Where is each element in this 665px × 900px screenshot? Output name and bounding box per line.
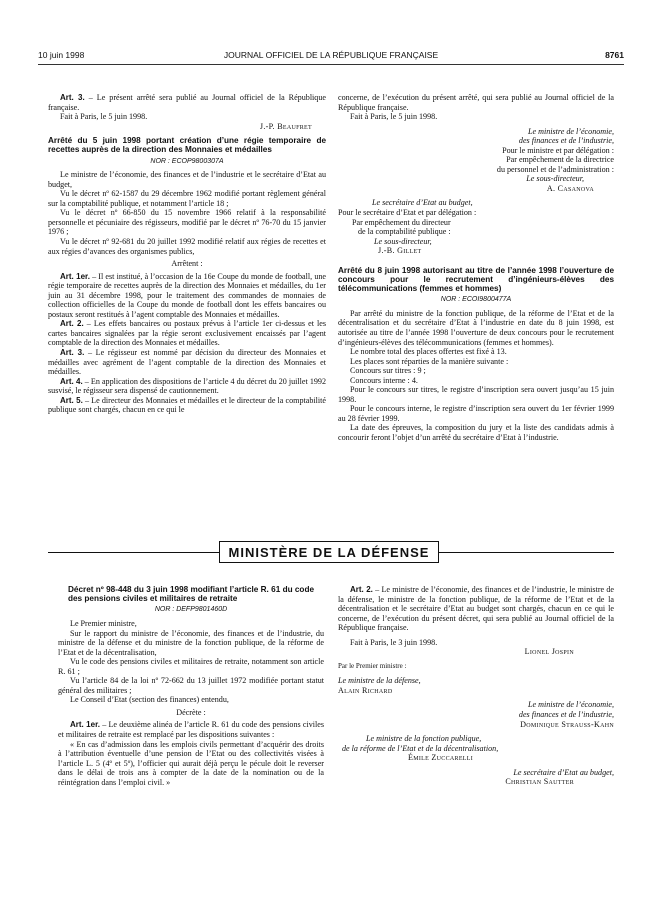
- decrete: Décrète :: [176, 707, 206, 717]
- nor-reference: NOR : ECOP9800307A: [150, 157, 224, 165]
- sig-economie: Le ministre de l’économie,: [527, 700, 614, 710]
- arretent: Arrêtent :: [171, 259, 203, 269]
- sig-line: Pour le ministre et par délégation :: [502, 145, 614, 155]
- paragraph: Pour le concours interne, le registre d’inscription sera ouvert du 1er février 1999 au 28 février 1999.: [338, 404, 614, 423]
- sig-line: Par empêchement du directeur: [352, 217, 451, 227]
- fait-a-paris-2: Fait à Paris, le 5 juin 1998.: [350, 112, 438, 122]
- visa-decret-1966: Vu le décret nº 66-850 du 15 novembre 1966 relatif à la responsabilité personnelle et pécuniaire des régisseurs, modifié par le décret nº 76-70 du 15 janvier 1976 ;: [48, 208, 326, 237]
- nor-reference-3: NOR : DEFP9801460D: [154, 606, 228, 614]
- sig-line: Le sous-directeur,: [374, 236, 432, 246]
- article-1-decret: Art. 1er. – Le deuxième alinéa de l’article R. 61 du code des pensions civiles et militaires de retraite est remplacé par les dispositions suivantes :: [58, 720, 324, 739]
- journal-title: JOURNAL OFFICIEL DE LA RÉPUBLIQUE FRANÇAISE: [223, 50, 439, 60]
- article-3: Art. 3. – Le présent arrêté sera publié au Journal officiel de la République française.: [48, 93, 326, 112]
- signature-richard: Alain Richard: [338, 685, 393, 695]
- paragraph: Vu le code des pensions civiles et militaires de retraite, notamment son article R. 61 ;: [58, 657, 324, 676]
- sig-defense: Le ministre de la défense,: [338, 676, 421, 686]
- article-4: Art. 4. – En application des dispositions de l’article 4 du décret du 20 juillet 1992 susvisé, le régisseur sera dispensé de cautionnement.: [48, 376, 327, 396]
- article-5: Art. 5. – Le directeur des Monnaies et médailles et le directeur de la comptabilité publique sont chargés, chacun en ce qui le: [48, 395, 326, 415]
- sig-line: de la comptabilité publique :: [358, 227, 451, 237]
- banner-rule-left: [48, 552, 219, 553]
- signature-strauss-kahn: Dominique Strauss-Kahn: [520, 719, 614, 729]
- paragraph: Par arrêté du ministre de la fonction publique, de la réforme de l’Etat et de la décentralisation et du secrétaire d’Etat à l’industrie en date du 8 juin 1998, est autorisée au titre de l’année 1998 l’ouverture de deux concours pour le recrutement d’ingénieurs-élèves des télécommunications (femmes et hommes).: [338, 308, 614, 347]
- visa-decret-1992: Vu le décret nº 92-681 du 20 juillet 1992 modifié relatif aux régies de recettes et aux régies d’avances des organismes publics,: [48, 236, 326, 256]
- sig-line: Le ministre de l’économie,: [527, 126, 614, 136]
- sig-economie: des finances et de l’industrie,: [518, 710, 614, 720]
- page-number: 8761: [605, 50, 624, 60]
- sig-budget: Le secrétaire d’Etat au budget,: [513, 767, 614, 777]
- paragraph: Vu l’article 84 de la loi nº 72-662 du 13 juillet 1972 modifiée portant statut général des militaires ;: [58, 676, 324, 695]
- article-2: Art. 2. – Les effets bancaires ou postaux prévus à l’article 1er ci-dessus et les cartes bancaires signalées par la régie seront exclusivement encaissés par l’agent comptable de la direction des Monnaies et médailles.: [48, 319, 327, 348]
- visa-decret-1962: Vu le décret nº 62-1587 du 29 décembre 1962 modifié portant règlement général sur la comptabilité publique, et notamment l’article 18 ;: [48, 189, 326, 208]
- signature-sautter: Christian Sautter: [505, 777, 574, 787]
- paragraph: La date des épreuves, la composition du jury et la liste des candidats admis à concourir feront l’objet d’un arrêté du secrétaire d’Etat à l’industrie.: [338, 423, 614, 443]
- paragraph: Sur le rapport du ministre de l’économie, des finances et de l’industrie, du ministre de la défense et du ministre de la fonction publique, de la réforme de l’Etat et de la décentralisation,: [58, 628, 324, 657]
- arrete-title-concours: Arrêté du 8 juin 1998 autorisant au titre de l’année 1998 l’ouverture de concours pour le recrutement d’ingénieurs-élèves des télécommunications (femmes et hommes): [338, 265, 614, 294]
- sig-line: Par empêchement de la directrice: [506, 155, 614, 165]
- premier-ministre: Le Premier ministre,: [70, 618, 137, 628]
- sig-line: Pour le secrétaire d’Etat et par délégation :: [338, 208, 477, 218]
- upper-left-column: [48, 93, 326, 415]
- sig-line: du personnel et de l’administration :: [496, 164, 614, 174]
- paragraph: Concours interne : 4.: [350, 375, 418, 385]
- par-le-premier-ministre: Par le Premier ministre :: [338, 661, 407, 670]
- page-header: [38, 50, 624, 64]
- nor-reference-2: NOR : ECOI9800477A: [440, 296, 512, 304]
- header-rule: [38, 64, 624, 65]
- sig-line: des finances et de l’industrie,: [518, 136, 614, 146]
- fait-a-paris: Fait à Paris, le 5 juin 1998.: [60, 112, 148, 122]
- signature-casanova: A. Casanova: [546, 183, 594, 193]
- preamble-ministre: Le ministre de l’économie, des finances et de l’industrie et le secrétaire d’Etat au budget,: [48, 170, 326, 189]
- signature-beaufret: J.-P. Beaufret: [259, 121, 312, 131]
- ministry-banner: MINISTÈRE DE LA DÉFENSE: [219, 541, 439, 563]
- signature-jospin: Lionel Jospin: [524, 647, 574, 657]
- sig-fonction-publique: Le ministre de la fonction publique,: [366, 734, 482, 744]
- paragraph: Les places sont réparties de la manière suivante :: [350, 356, 509, 366]
- fait-a-paris-3: Fait à Paris, le 3 juin 1998.: [350, 637, 438, 647]
- decret-title: Décret nº 98-448 du 3 juin 1998 modifiant l’article R. 61 du code des pensions civiles et militaires de retraite: [68, 585, 314, 604]
- article-1: Art. 1er. – Il est institué, à l’occasion de la 16e Coupe du monde de football, une régie temporaire de recettes auprès de la direction des Monnaies et médailles, du 1er juin au 31 décembre 1998, pour le traitement des commandes de monnaies de collection officielles de la Coupe du monde de football dont les effets bancaires ou postaux seront restitués à l’agent comptable des Monnaies et médailles.: [48, 271, 327, 319]
- quoted-provision: « En cas d’admission dans les emplois civils permettant d’acquérir des droits à l’attribution éventuelle d’une pension de l’Etat ou des collectivités visées à l’article L. 5 (4º et 5º), l’officier qui aurait déjà perçu le pécule doit le reverser dans le délai de trois ans à compter de la date de la nomination ou de la réintégration dans l’emploi civil. »: [58, 739, 324, 787]
- lower-left-column: [58, 585, 324, 787]
- paragraph: Le Conseil d’Etat (section des finances) entendu,: [70, 695, 229, 705]
- signature-gillet: J.-B. Gillet: [378, 246, 422, 256]
- signature-zuccarelli: Émile Zuccarelli: [408, 753, 474, 763]
- sig-line: Le secrétaire d’Etat au budget,: [372, 198, 473, 208]
- article-3b: Art. 3. – Le régisseur est nommé par décision du directeur des Monnaies et médailles avec agrément de l’agent comptable de la direction des Monnaies et médailles.: [48, 347, 327, 377]
- continuation: concerne, de l’exécution du présent arrêté, qui sera publié au Journal officiel de la République française.: [338, 93, 614, 112]
- sig-fonction-publique: de la réforme de l’Etat et de la décentralisation,: [342, 743, 499, 753]
- paragraph: Le nombre total des places offertes est fixé à 13.: [350, 347, 507, 357]
- banner-rule-right: [439, 552, 614, 553]
- upper-right-column: [338, 93, 614, 443]
- paragraph: Pour le concours sur titres, le registre d’inscription sera ouvert jusqu’au 15 juin 1998.: [338, 385, 614, 404]
- arrete-title-monnaies: Arrêté du 5 juin 1998 portant création d’une régie temporaire de recettes auprès de la direction des Monnaies et médailles: [48, 136, 326, 155]
- article-2-decret: Art. 2. – Le ministre de l’économie, des finances et de l’industrie, le ministre de la défense, le ministre de la fonction publique, de la réforme de l’Etat et de la décentralisation et le secrétaire d’Etat au budget sont chargés, chacun en ce qui le concerne, de l’exécution du présent décret, qui sera publié au Journal officiel de la République française.: [338, 585, 615, 633]
- sig-line: Le sous-directeur,: [526, 174, 584, 184]
- paragraph: Concours sur titres : 9 ;: [350, 366, 426, 376]
- lower-right-column: [338, 585, 614, 787]
- header-date: 10 juin 1998: [38, 50, 85, 60]
